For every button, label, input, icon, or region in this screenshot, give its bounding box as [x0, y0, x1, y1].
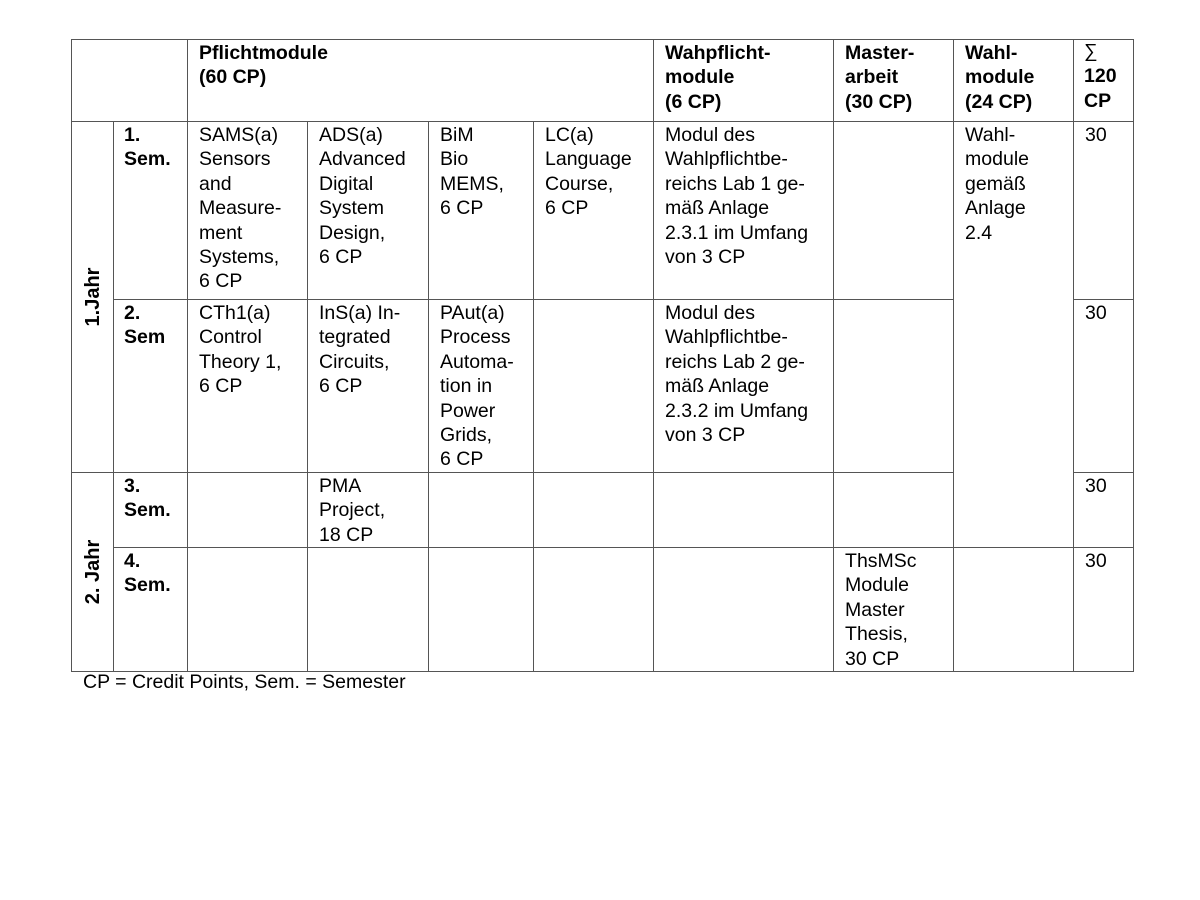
semester-total: 30 — [1074, 548, 1134, 672]
module-cell — [429, 472, 534, 547]
semester-label: 1. Sem. — [114, 122, 188, 300]
module-cell: BiM Bio MEMS, 6 CP — [429, 122, 534, 300]
header-wahlpflichtmodule: Wahpflicht- module (6 CP) — [654, 40, 834, 122]
module-cell: LC(a) Language Course, 6 CP — [534, 122, 654, 300]
module-cell — [534, 548, 654, 672]
semester-label: 4. Sem. — [114, 548, 188, 672]
wahlpflicht-cell: Modul des Wahlpflichtbe- reichs Lab 1 ge- mäß Anlage 2.3.1 im Umfang von 3 CP — [654, 122, 834, 300]
wahlpflicht-cell — [654, 472, 834, 547]
year-label-2: 2. Jahr — [72, 472, 114, 671]
module-cell — [534, 300, 654, 473]
header-row — [72, 40, 1134, 122]
semester-label: 3. Sem. — [114, 472, 188, 547]
wahlmodule-cell — [954, 548, 1074, 672]
module-cell: SAMS(a) Sensors and Measure- ment Systems, 6 CP — [188, 122, 308, 300]
module-cell — [308, 548, 429, 672]
semester-label: 2. Sem — [114, 300, 188, 473]
corner-cell — [72, 40, 188, 122]
masterarbeit-cell — [834, 472, 954, 547]
module-cell: PAut(a) Process Automa- tion in Power Grids, 6 CP — [429, 300, 534, 473]
table-row-sem4 — [72, 548, 1134, 672]
wahlpflicht-cell: Modul des Wahlpflichtbe- reichs Lab 2 ge- mäß Anlage 2.3.2 im Umfang von 3 CP — [654, 300, 834, 473]
module-cell — [188, 548, 308, 672]
masterarbeit-cell — [834, 122, 954, 300]
masterarbeit-cell: ThsMSc Module Master Thesis, 30 CP — [834, 548, 954, 672]
module-cell: PMA Project, 18 CP — [308, 472, 429, 547]
masterarbeit-cell — [834, 300, 954, 473]
module-cell — [188, 472, 308, 547]
semester-total: 30 — [1074, 472, 1134, 547]
header-wahlmodule: Wahl- module (24 CP) — [954, 40, 1074, 122]
module-cell — [429, 548, 534, 672]
header-masterarbeit: Master- arbeit (30 CP) — [834, 40, 954, 122]
study-plan-table — [71, 39, 1134, 672]
wahlmodule-cell: Wahl- module gemäß Anlage 2.4 — [954, 122, 1074, 548]
year-label-1: 1.Jahr — [72, 122, 114, 473]
table-row-sem1 — [72, 122, 1134, 300]
semester-total: 30 — [1074, 300, 1134, 473]
module-cell — [534, 472, 654, 547]
module-cell: InS(a) In- tegrated Circuits, 6 CP — [308, 300, 429, 473]
semester-total: 30 — [1074, 122, 1134, 300]
wahlpflicht-cell — [654, 548, 834, 672]
sigma-icon: ∑ — [1084, 41, 1098, 62]
footnote: CP = Credit Points, Sem. = Semester — [83, 671, 406, 693]
module-cell: ADS(a) Advanced Digital System Design, 6 CP — [308, 122, 429, 300]
header-sum: ∑ 120 CP — [1074, 40, 1134, 122]
header-pflichtmodule: Pflichtmodule (60 CP) — [188, 40, 654, 122]
module-cell: CTh1(a) Control Theory 1, 6 CP — [188, 300, 308, 473]
